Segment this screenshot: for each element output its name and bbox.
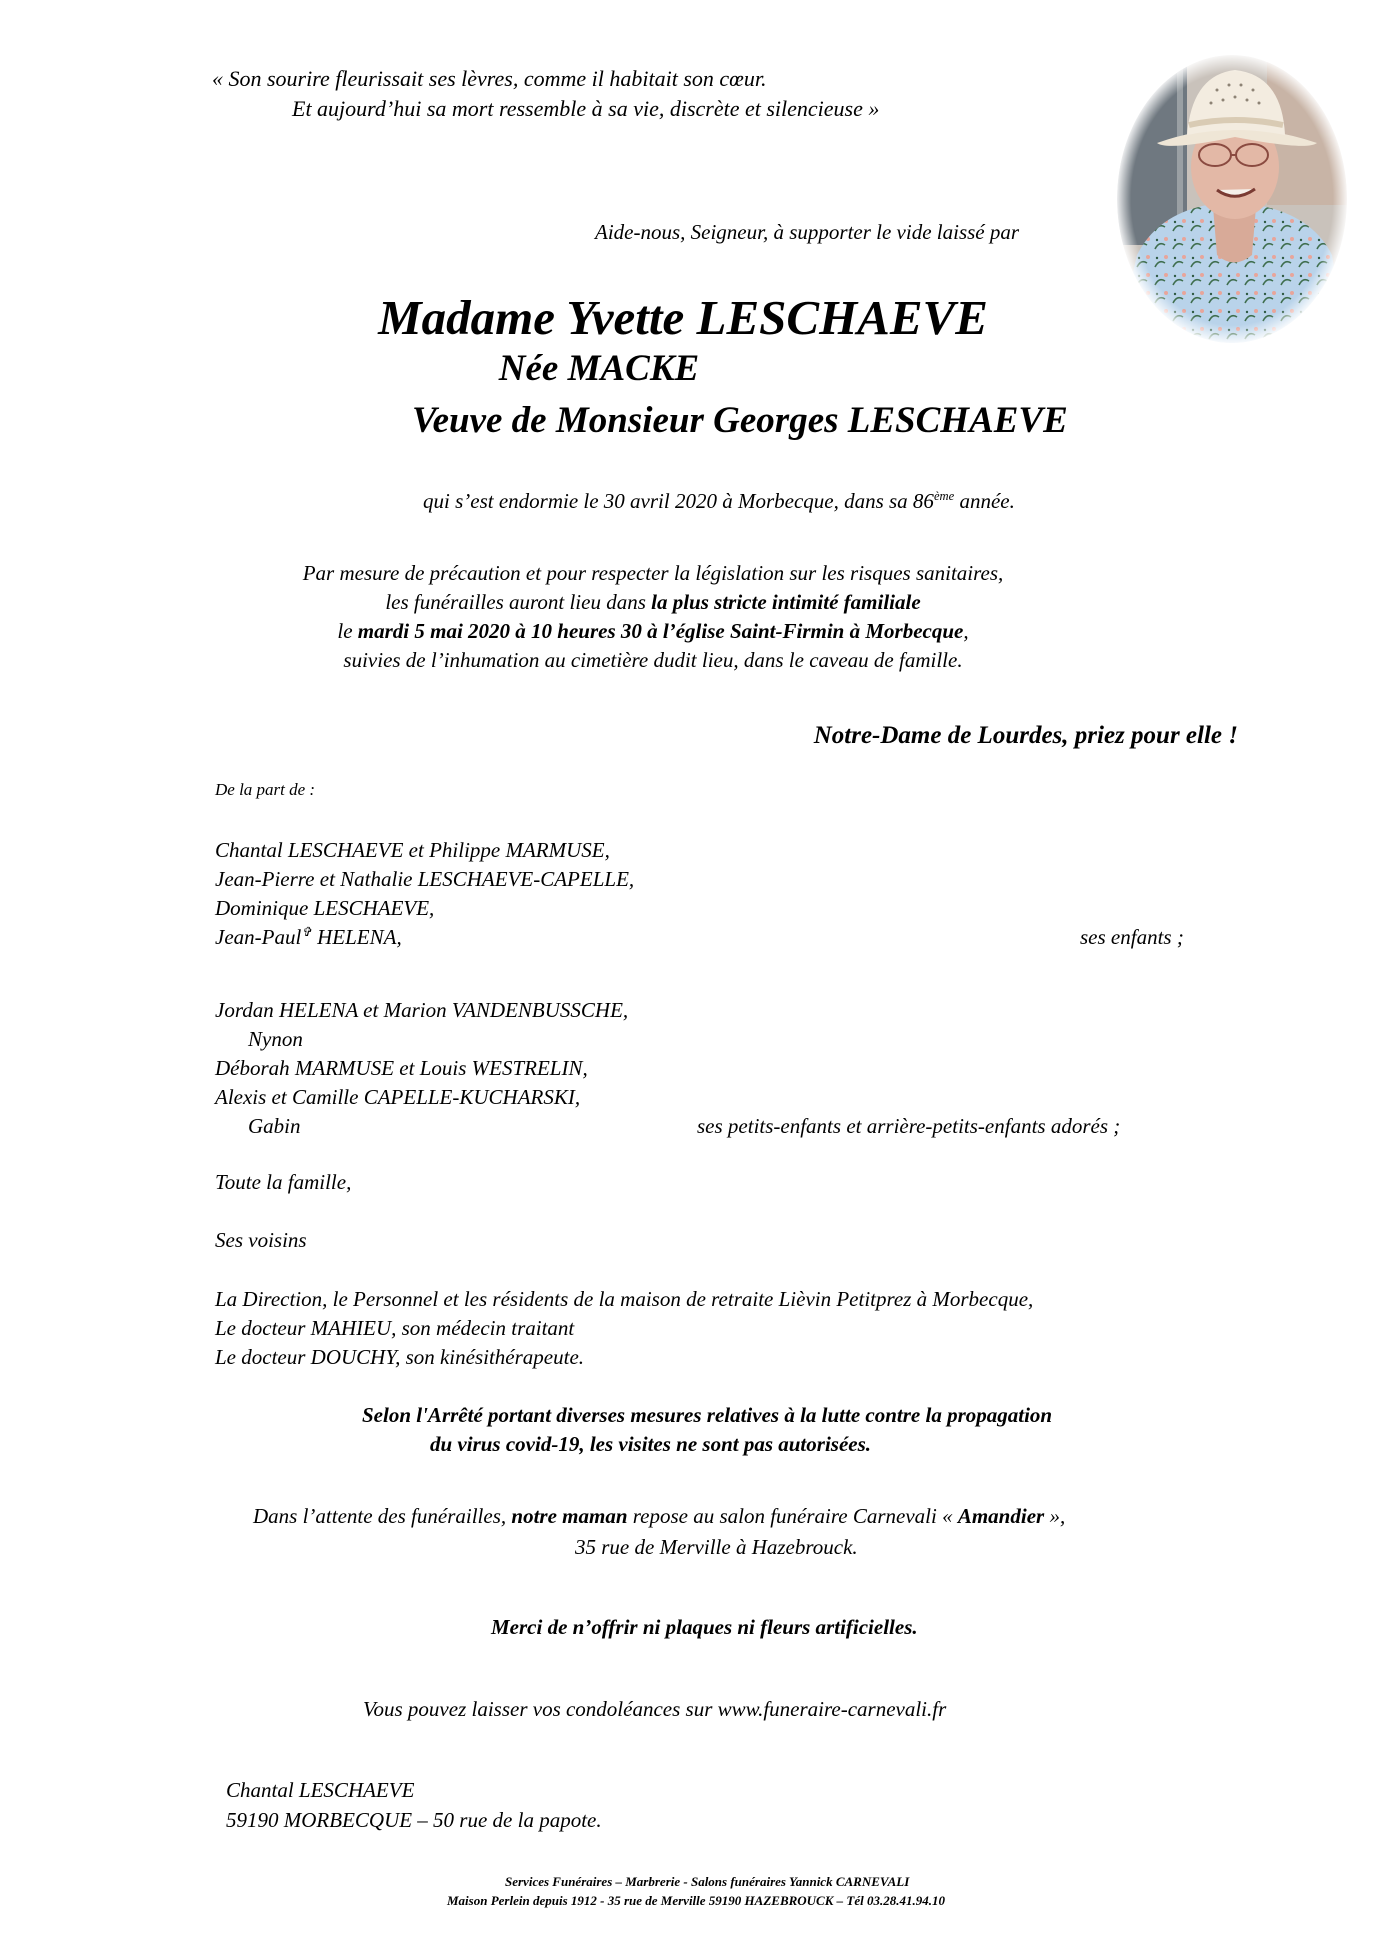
child-name: Dominique LESCHAEVE, [215,896,435,920]
funeral-date-place: mardi 5 mai 2020 à 10 heures 30 à l’église Saint-Firmin à Morbecque [357,619,964,643]
children-role: ses enfants ; [1080,925,1184,949]
child-surname: HELENA, [311,925,402,949]
funeral-line-1-text: Par mesure de précaution et pour respecter la législation sur les risques sanitaires, [302,561,1004,585]
prayer-text: Notre-Dame de Lourdes, priez pour elle ! [813,722,1238,749]
deceased-maiden-name [0,350,1378,387]
family-text: Toute la famille, [215,1170,352,1194]
death-notice [423,491,1015,512]
rest-address: 35 rue de Merville à Hazebrouck. [575,1535,858,1559]
neighbours-text: Ses voisins [215,1228,307,1252]
child-first-name: Jean-Paul [215,925,302,949]
grandchildren-role: ses petits-enfants et arrière-petits-enfants adorés ; [697,1114,1121,1138]
deceased-name [0,290,1378,345]
covid-notice-line-1: Selon l'Arrêté portant diverses mesures relatives à la lutte contre la propagation [362,1403,1053,1427]
quote-line-2: Et aujourd’hui sa mort ressemble à sa vie, discrète et silencieuse » [292,96,880,121]
funeral-line-3-start: le [337,619,358,643]
grandchild-name: Déborah MARMUSE et Louis WESTRELIN, [215,1056,588,1080]
grandchild-name: Nynon [248,1027,303,1051]
grandchild-name: Alexis et Camille CAPELLE-KUCHARSKI, [215,1085,581,1109]
intro-text: Aide-nous, Seigneur, à supporter le vide laissé par [595,220,1020,244]
other-mourner: La Direction, le Personnel et les résidents de la maison de retraite Lièvin Petitprez à Morbecque, [215,1287,1034,1311]
contact-name: Chantal LESCHAEVE [226,1778,415,1802]
ordinal-suffix: ème [933,489,955,503]
funeral-line-2 [0,592,1378,613]
funeral-line-1 [0,563,1378,584]
deceased-widow-of: Veuve de Monsieur Georges LESCHAEVE [412,400,1068,441]
footer-line-2: Maison Perlein depuis 1912 - 35 rue de Merville 59190 HAZEBROUCK – Tél 03.28.41.94.10 [447,1893,945,1908]
footer-line-1: Services Funéraires – Marbrerie - Salons funéraires Yannick CARNEVALI [505,1874,910,1889]
rest-salon-name: Amandier [957,1504,1045,1528]
rest-text: Dans l’attente des funérailles, [253,1504,512,1528]
grandchild-name: Jordan HELENA et Marion VANDENBUSSCHE, [215,998,629,1022]
rest-text: repose au salon funéraire Carnevali « [627,1504,958,1528]
funeral-line-4-text: suivies de l’inhumation au cimetière dudit lieu, dans le caveau de famille. [343,648,963,672]
grandchild-name: Gabin [248,1114,301,1138]
funeral-line-3 [0,621,1378,642]
condolences-text: Vous pouvez laisser vos condoléances sur www.funeraire-carnevali.fr [363,1697,947,1721]
funeral-line-2-text: les funérailles auront lieu dans [385,590,652,614]
from-label: De la part de : [215,780,316,799]
flowers-notice: Merci de n’offrir ni plaques ni fleurs artificielles. [491,1615,918,1639]
rest-mother: notre maman [511,1504,628,1528]
other-mourner: Le docteur MAHIEU, son médecin traitant [215,1316,575,1340]
funeral-intimacy: la plus stricte intimité familiale [651,590,921,614]
other-mourner: Le docteur DOUCHY, son kinésithérapeute. [215,1345,585,1369]
child-name: Chantal LESCHAEVE et Philippe MARMUSE, [215,838,610,862]
rest-text: », [1044,1504,1066,1528]
covid-notice-line-2: du virus covid-19, les visites ne sont pas autorisées. [430,1432,872,1456]
maiden-name-text: Née MACKE [498,348,700,389]
death-text-end: année. [954,489,1015,513]
rest-line-1 [253,1506,1065,1527]
child-name [215,927,402,948]
death-text: qui s’est endormie le 30 avril 2020 à Morbecque, dans sa 86 [423,489,934,513]
child-name: Jean-Pierre et Nathalie LESCHAEVE-CAPELLE, [215,867,635,891]
cross-icon: ✞ [301,925,312,939]
deceased-name-text: Madame Yvette LESCHAEVE [378,290,988,345]
funeral-line-3-end: , [963,619,969,643]
quote-line-1: « Son sourire fleurissait ses lèvres, comme il habitait son cœur. [212,66,767,91]
funeral-line-4 [0,650,1378,671]
contact-address: 59190 MORBECQUE – 50 rue de la papote. [226,1808,602,1832]
